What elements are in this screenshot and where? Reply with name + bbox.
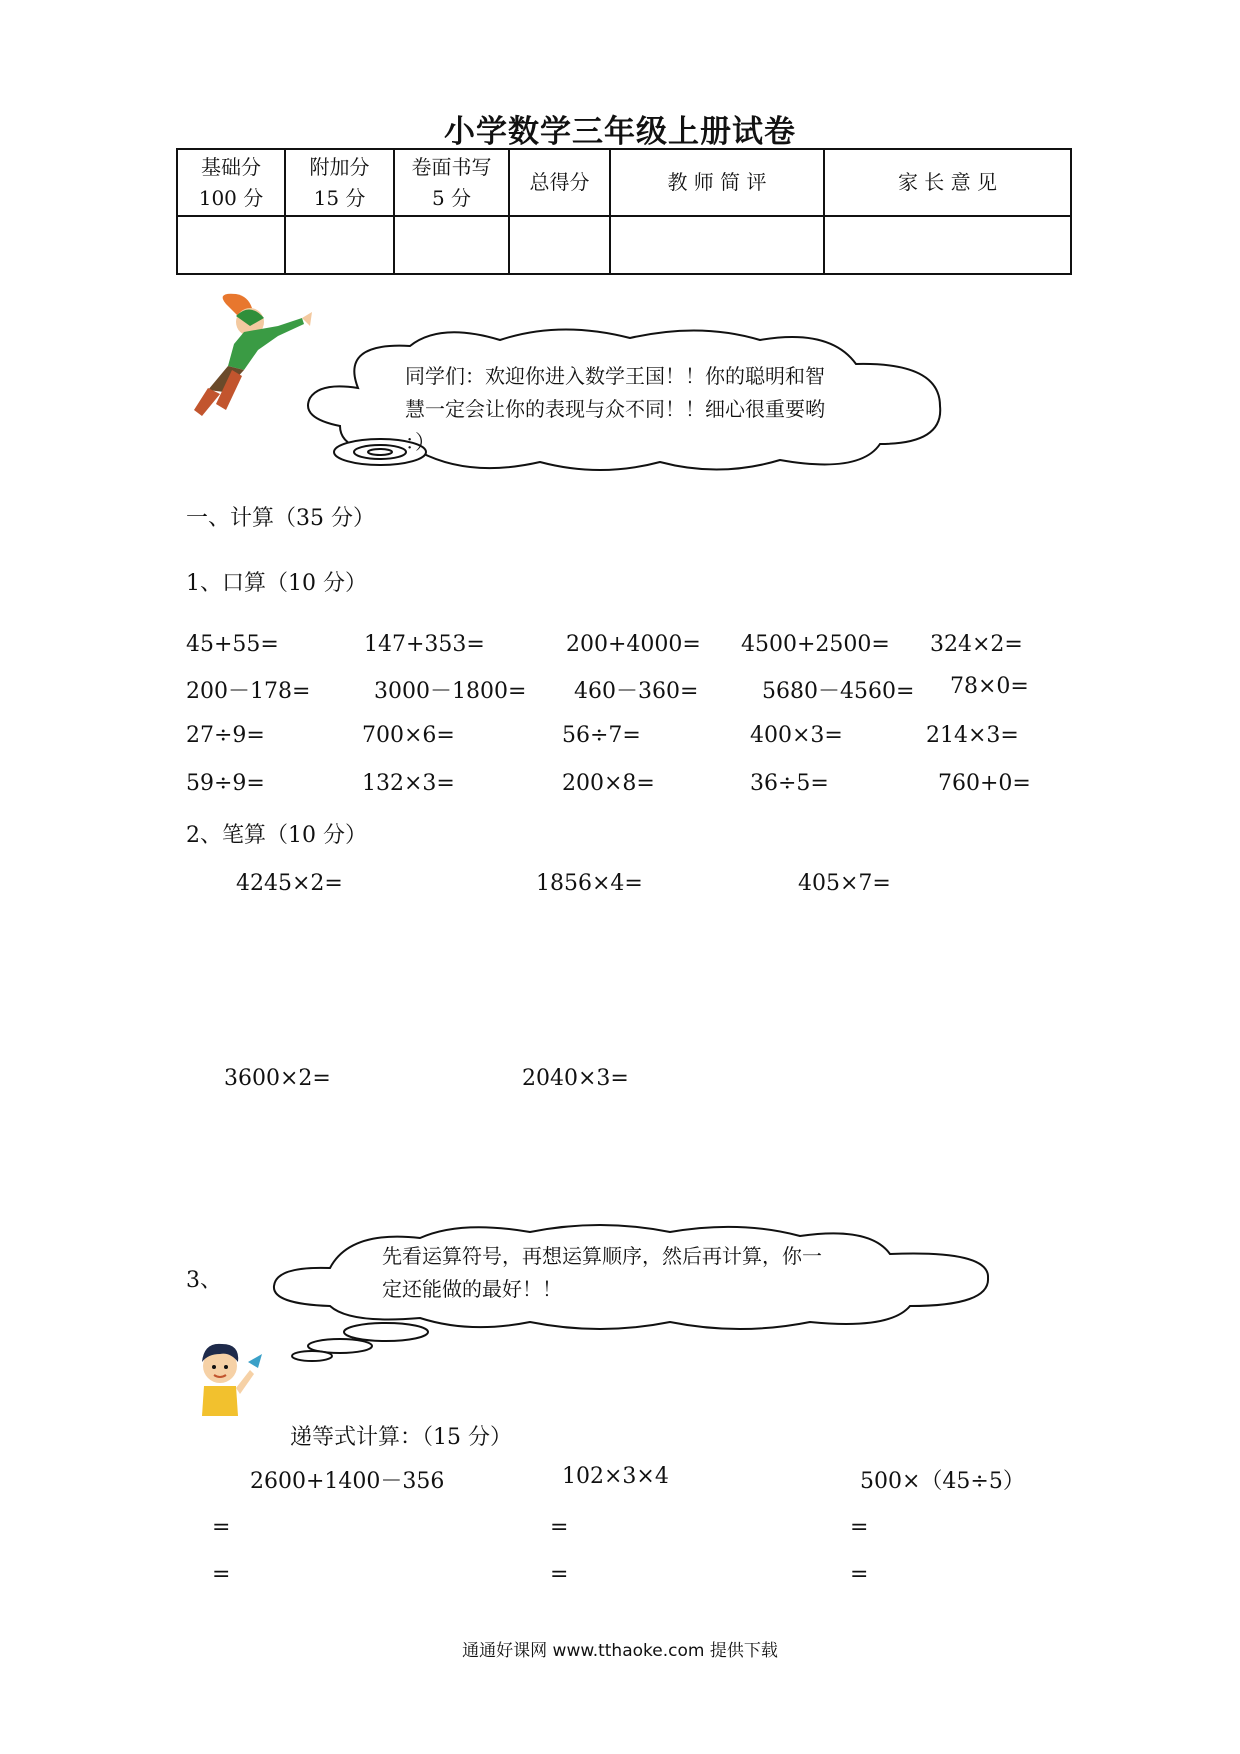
oral-problem: 700×6= — [362, 723, 455, 748]
written-problem: 4245×2= — [236, 871, 343, 896]
equals-sign: = — [212, 1515, 231, 1540]
equals-sign: = — [850, 1562, 869, 1587]
written-problem: 1856×4= — [536, 871, 643, 896]
step-problem: 2600+1400－356 — [250, 1469, 445, 1494]
oral-problem: 400×3= — [750, 723, 843, 748]
page-title: 小学数学三年级上册试卷 — [444, 114, 796, 150]
written-calc-heading: 2、笔算（10 分） — [186, 823, 367, 848]
score-cell-bonus[interactable] — [285, 216, 394, 274]
oral-problem: 324×2= — [930, 632, 1023, 657]
score-header-bonus: 附加分 15 分 — [285, 149, 394, 216]
score-header-teacher-comment: 教 师 简 评 — [610, 149, 824, 216]
score-table — [176, 148, 1072, 275]
oral-problem: 78×0= — [950, 674, 1029, 699]
equals-sign: = — [212, 1562, 231, 1587]
score-header-basic: 基础分 100 分 — [177, 149, 285, 216]
oral-problem: 56÷7= — [562, 723, 641, 748]
oral-problem: 36÷5= — [750, 771, 829, 796]
step-calc-heading: 递等式计算：（15 分） — [290, 1425, 512, 1450]
score-header-total: 总得分 — [509, 149, 610, 216]
oral-problem: 45+55= — [186, 632, 279, 657]
oral-problem: 214×3= — [926, 723, 1019, 748]
step-problem: 500×（45÷5） — [860, 1469, 1025, 1494]
footer-credit: 通通好课网 www.tthaoke.com 提供下载 — [462, 1641, 778, 1661]
oral-problem: 59÷9= — [186, 771, 265, 796]
oral-problem: 3000－1800= — [374, 679, 527, 704]
score-cell-handwriting[interactable] — [394, 216, 509, 274]
oral-problem: 4500+2500= — [741, 632, 890, 657]
oral-problem: 760+0= — [938, 771, 1031, 796]
step-calc-number: 3、 — [186, 1268, 222, 1293]
flying-elf-illustration — [186, 292, 316, 424]
equals-sign: = — [850, 1515, 869, 1540]
written-problem: 2040×3= — [522, 1066, 629, 1091]
oral-calc-heading: 1、口算（10 分） — [186, 571, 367, 596]
score-header-parent-opinion: 家 长 意 见 — [824, 149, 1071, 216]
oral-problem: 200－178= — [186, 679, 311, 704]
equals-sign: = — [550, 1562, 569, 1587]
welcome-message: 同学们：欢迎你进入数学王国！！你的聪明和智慧一定会让你的表现与众不同！！细心很重要哟 ：） — [405, 364, 825, 454]
score-cell-teacher-comment[interactable] — [610, 216, 824, 274]
oral-problem: 200×8= — [562, 771, 655, 796]
written-problem: 405×7= — [798, 871, 891, 896]
oral-problem: 200+4000= — [566, 632, 701, 657]
oral-problem: 147+353= — [364, 632, 485, 657]
score-cell-basic[interactable] — [177, 216, 285, 274]
section-heading-calculation: 一、计算（35 分） — [186, 506, 375, 531]
score-cell-total[interactable] — [509, 216, 610, 274]
score-header-handwriting: 卷面书写 5 分 — [394, 149, 509, 216]
written-problem: 3600×2= — [224, 1066, 331, 1091]
oral-problem: 132×3= — [362, 771, 455, 796]
oral-problem: 460－360= — [574, 679, 699, 704]
oral-problem: 5680－4560= — [762, 679, 915, 704]
step-problem: 102×3×4 — [562, 1464, 669, 1489]
oral-problem: 27÷9= — [186, 723, 265, 748]
equals-sign: = — [550, 1515, 569, 1540]
boy-illustration — [192, 1340, 262, 1420]
score-cell-parent-opinion[interactable] — [824, 216, 1071, 274]
step-calc-hint: 先看运算符号，再想运算顺序，然后再计算，你一定还能做的最好！！ — [382, 1244, 822, 1301]
